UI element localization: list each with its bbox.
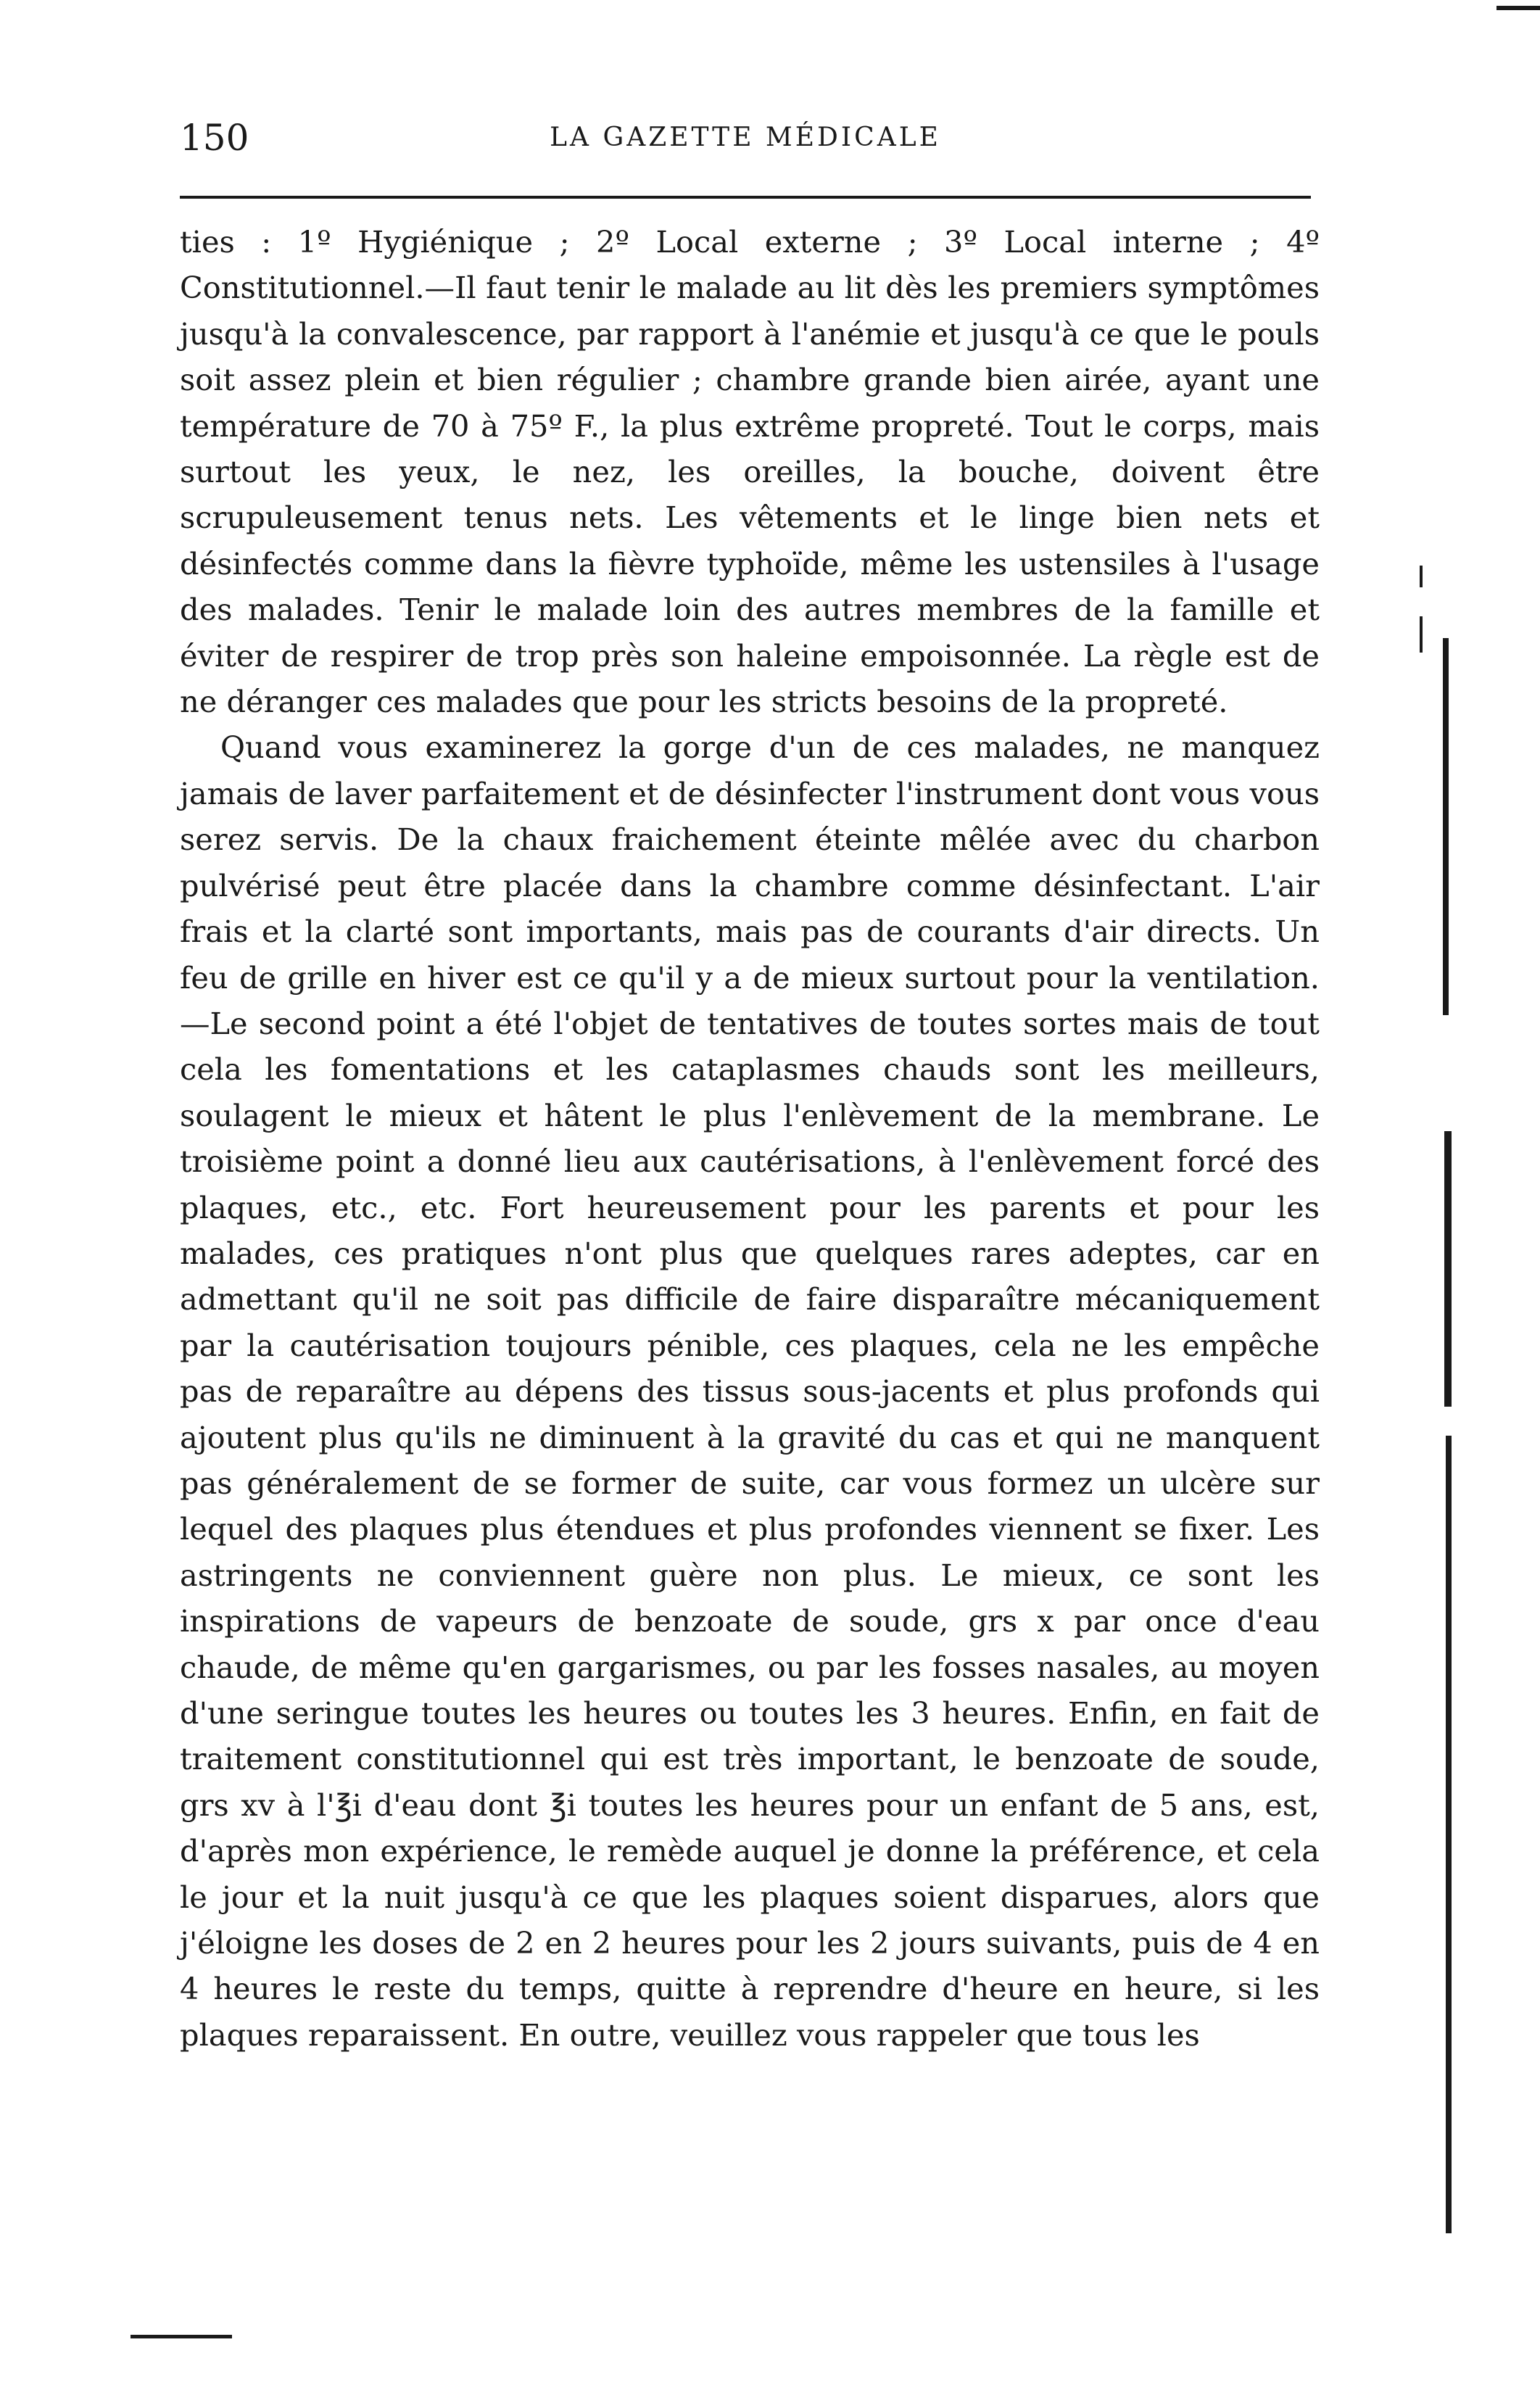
paragraph-2: Quand vous examinerez la gorge d'un de ces malades, ne manquez jamais de laver parfaitement et de désinfecter l'instrument dont vous vous serez servis. De la chaux fraichement éteinte mêlée avec du charbon pulvérisé peut être placée dans la chambre comme désinfectant. L'air frais et la clarté sont importants, mais pas de courants d'air directs. Un feu de grille en hiver est ce qu'il y a de mieux surtout pour la ventilation.—Le second point a été l'objet de tentatives de toutes sortes mais de tout cela les fomentations et les cataplasmes chauds sont les meilleurs, soulagent le mieux et hâtent le plus l'enlèvement de la membrane. Le troisième point a donné lieu aux cautérisations, à l'enlèvement forcé des plaques, etc., etc. Fort heureusement pour les parents et pour les malades, ces pratiques n'ont plus que quelques rares adeptes, car en admettant qu'il ne soit pas difficile de faire disparaître mécaniquement par la cautérisation toujours pénible, ces plaques, cela ne les empêche pas de reparaître au dépens des tissus sous-jacents et plus profonds qui ajoutent plus qu'ils ne diminuent à la gravité du cas et qui ne manquent pas généralement de se former de suite, car vous formez un ulcère sur lequel des plaques plus étendues et plus profondes viennent se fixer. Les astringents ne conviennent guère non plus. Le mieux, ce sont les inspirations de vapeurs de benzoate de soude, grs x par once d'eau chaude, de même qu'en gargarismes, ou par les fosses nasales, au moyen d'une seringue toutes les heures ou toutes les 3 heures. Enfin, en fait de traitement constitutionnel qui est très important, le benzoate de soude, grs xv à l'℥i d'eau dont ℥i toutes les heures pour un enfant de 5 ans, est, d'après mon expérience, le remède auquel je donne la préférence, et cela le jour et la nuit jusqu'à ce que les plaques soient disparues, alors que j'éloigne les doses de 2 en 2 heures pour les 2 jours suivants, puis de 4 en 4 heures le reste du temps, quitte à reprendre d'heure en heure, si les plaques reparaissent. En outre, veuillez vous rappeler que tous les bbox=[180, 729, 1320, 2053]
scan-footer-mark bbox=[131, 2335, 232, 2338]
scan-margin-mark-5 bbox=[1446, 1436, 1452, 2233]
scan-margin-mark-1 bbox=[1420, 566, 1423, 587]
running-title: LA GAZETTE MÉDICALE bbox=[550, 123, 941, 152]
page-header bbox=[180, 109, 1311, 167]
paragraph-1: ties : 1º Hygiénique ; 2º Local externe ; 3º Local interne ; 4º Constitutionnel.—Il faut tenir le malade au lit dès les premiers symptômes jusqu'à la convalescence, par rapport à l'anémie et jusqu'à ce que le pouls soit assez plein et bien régulier ; chambre grande bien airée, ayant une température de 70 à 75º F., la plus extrême propreté. Tout le corps, mais surtout les yeux, le nez, les oreilles, la bouche, doivent être scrupuleusement tenus nets. Les vêtements et le linge bien nets et désinfectés comme dans la fièvre typhoïde, même les ustensiles à l'usage des malades. Tenir le malade loin des autres membres de la famille et éviter de respirer de trop près son haleine empoisonnée. La règle est de ne déranger ces malades que pour les stricts besoins de la propreté. bbox=[180, 224, 1320, 720]
page-number: 150 bbox=[180, 117, 249, 159]
scan-margin-mark-2 bbox=[1420, 616, 1423, 653]
header-rule bbox=[180, 196, 1311, 199]
body-text bbox=[180, 219, 1320, 2058]
scan-margin-mark-4 bbox=[1444, 1131, 1452, 1407]
scan-corner-mark bbox=[1496, 6, 1540, 10]
scan-margin-mark-3 bbox=[1443, 638, 1449, 1015]
